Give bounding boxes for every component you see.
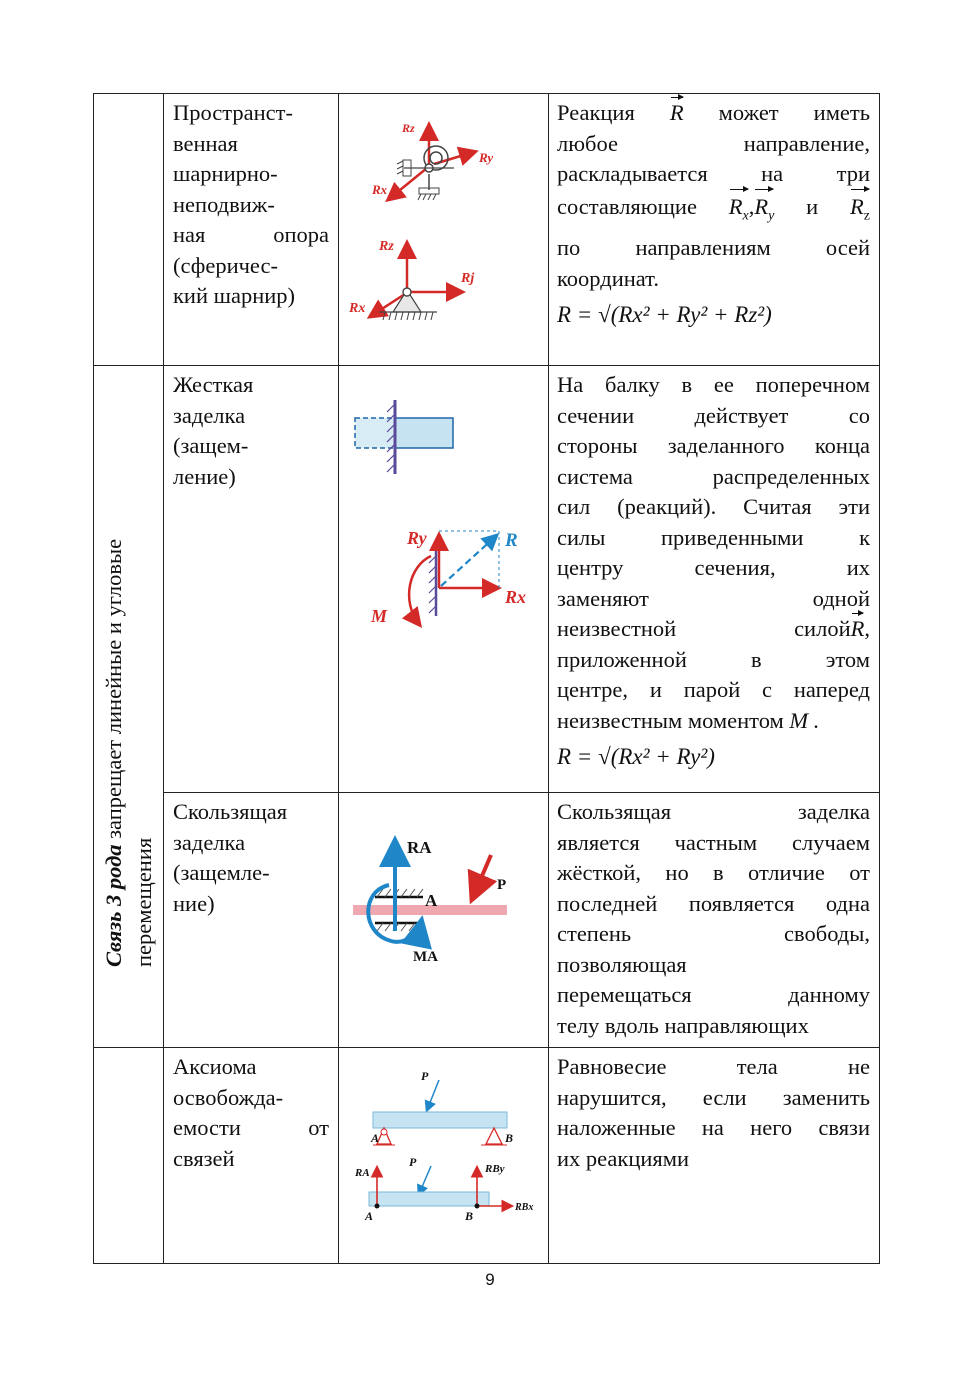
text-line: центре, и парой с наперед — [557, 677, 870, 702]
text-line: позволяющая — [557, 951, 687, 977]
group-label-text: запрещает линейные и угловые — [100, 538, 126, 844]
p2-label: P — [409, 1155, 417, 1169]
text-line: (сферичес- — [173, 252, 278, 278]
text-line: перемещаться данному — [557, 982, 870, 1007]
text-line: связей — [173, 1145, 235, 1171]
figure-cell — [339, 94, 549, 366]
group-label-cell — [94, 366, 164, 1048]
rx-label: Rx — [505, 587, 527, 607]
text-line: неподвиж- — [173, 191, 275, 217]
r-label: R — [505, 530, 518, 551]
text-line: (защемле- — [173, 860, 270, 885]
text-line: Равновесие тела не — [557, 1054, 870, 1079]
description — [549, 1048, 879, 1174]
group-label-text-2: перемещения — [130, 837, 156, 967]
ra-label: RA — [407, 838, 432, 857]
text-line: стороны заделанного конца — [557, 433, 870, 458]
text-line: Пространст- — [173, 100, 293, 125]
page-number: 9 — [485, 1270, 495, 1289]
text-line — [557, 98, 870, 129]
support-name — [164, 94, 338, 312]
vector-r: R — [851, 614, 865, 645]
text-line: Аксиома — [173, 1054, 257, 1079]
text-line — [557, 706, 870, 737]
a2-label: A — [365, 1209, 374, 1223]
description-cell — [549, 793, 880, 1048]
description — [549, 793, 879, 1041]
text-line: степень свободы, — [557, 921, 870, 946]
vector-rx: $R_x$ — [729, 190, 749, 234]
rz-label-2: Rz — [379, 239, 394, 254]
rz-label: Rz — [402, 121, 415, 135]
text-line: шарнирно- — [173, 161, 278, 186]
text: неизвестной силой — [557, 616, 851, 641]
text-line — [557, 614, 870, 645]
text-line: приложенной в этом — [557, 646, 870, 672]
text-line: ление) — [173, 463, 236, 489]
support-types-table — [93, 93, 880, 1264]
rby-label: RBy — [485, 1163, 505, 1175]
text-line: система распределенных — [557, 463, 870, 489]
text-line: их реакциями — [557, 1145, 690, 1171]
ry-label: Ry — [407, 528, 427, 548]
sliding-support-figure — [339, 793, 549, 1042]
text-line: емости от — [173, 1115, 329, 1140]
text-line: любое направление, — [557, 130, 870, 156]
support-name — [164, 793, 338, 919]
table-row — [94, 366, 880, 793]
text-line: заделка — [173, 402, 246, 428]
text-line: центру сечения, их — [557, 555, 870, 580]
formula: R = √(Rx² + Ry² + Rz²) — [557, 302, 772, 327]
b-label: B — [505, 1131, 514, 1145]
free-body — [354, 1155, 533, 1223]
text-line: заменяют одной — [557, 585, 870, 611]
description-cell — [549, 366, 880, 793]
text-line: сечении действует со — [557, 402, 870, 428]
description-cell — [549, 1048, 880, 1264]
support-name — [164, 1048, 338, 1174]
ma-label: MA — [413, 949, 438, 965]
text-line: заделка — [173, 829, 246, 855]
text-line: жёсткой, но в отличие от — [557, 860, 870, 885]
text-line: Скользящая заделка — [557, 799, 870, 824]
sliding-sketch — [353, 838, 507, 965]
text-line: раскладывается на три — [557, 161, 870, 186]
text-line: координат. — [557, 265, 659, 291]
rx-label: Rx — [372, 182, 388, 197]
b2-label: B — [465, 1209, 474, 1223]
moment-symbol: M . — [789, 707, 820, 733]
description — [549, 94, 879, 331]
table-row — [94, 1048, 880, 1264]
text-line: наложенные на него связи — [557, 1115, 870, 1140]
text-line — [557, 190, 870, 234]
table-row — [94, 94, 880, 366]
text-line: венная — [173, 130, 238, 156]
p-label: P — [497, 877, 507, 893]
empty-group-cell — [94, 1048, 164, 1264]
m-label: M — [371, 606, 388, 626]
spherical-joint-figure — [339, 94, 549, 360]
text-line: кий шарнир) — [173, 283, 296, 308]
group-label — [99, 447, 159, 967]
support-name — [164, 366, 338, 492]
table-row — [94, 793, 880, 1048]
group-label-bold: Связь 3 рода — [100, 843, 126, 967]
support-name-cell — [164, 793, 339, 1048]
text-line: (защем- — [173, 433, 249, 458]
reaction-scheme — [370, 528, 526, 626]
vector-components: $R_x,R_y$ — [729, 194, 775, 219]
vector-rz: $R_z$ — [850, 190, 870, 234]
text-line: Жесткая — [173, 372, 254, 397]
figure-cell — [339, 366, 549, 793]
figure-cell — [339, 1048, 549, 1264]
rbx-label: RBx — [515, 1202, 534, 1213]
description-cell — [549, 94, 880, 366]
figure-cell — [339, 793, 549, 1048]
text-line: сил (реакций). Считая эти — [557, 494, 870, 519]
description — [549, 366, 879, 773]
text: , — [864, 616, 870, 641]
text-line: нарушится, если заменить — [557, 1084, 870, 1110]
p-label: P — [421, 1069, 429, 1083]
axiom-figure — [339, 1048, 549, 1258]
text-line: по направлениям осей — [557, 235, 870, 260]
text-line: телу вдоль направляющих — [557, 1012, 809, 1038]
rx-label-2: Rx — [349, 301, 366, 316]
support-name-cell — [164, 1048, 339, 1264]
text-line: последней появляется одна — [557, 890, 870, 916]
text: может иметь — [718, 100, 871, 125]
vector-r: R — [670, 98, 684, 129]
text-line: силы приведенными к — [557, 524, 870, 550]
support-name-cell — [164, 366, 339, 793]
text-line: освобожда- — [173, 1084, 284, 1110]
text-line: Скользящая — [173, 799, 288, 824]
text-line: На балку в ее поперечном — [557, 372, 870, 397]
rigid-support-figure — [339, 366, 549, 787]
support-name-cell — [164, 94, 339, 366]
ry-label-2: Rj — [461, 271, 475, 286]
text: неизвестным моментом — [557, 707, 784, 733]
text-line: является частным случаем — [557, 829, 870, 855]
text: составляющие — [557, 193, 697, 219]
text-line: ная опора — [173, 222, 329, 247]
text: Реакция — [557, 100, 635, 125]
text-line: ние) — [173, 890, 215, 916]
beam-with-supports — [370, 1069, 513, 1145]
fixed-beam-sketch — [355, 400, 453, 474]
ry-label: Ry — [479, 150, 494, 165]
a-label: A — [371, 1131, 380, 1145]
formula: R = √(Rx² + Ry²) — [557, 744, 715, 769]
text: и — [806, 193, 819, 219]
joint-sketch — [371, 121, 493, 200]
empty-group-cell — [94, 94, 164, 366]
a-label: A — [425, 891, 438, 910]
ra-label: RA — [355, 1167, 370, 1179]
joint-scheme — [348, 239, 474, 320]
vector-ry: $R_y$ — [754, 190, 774, 234]
